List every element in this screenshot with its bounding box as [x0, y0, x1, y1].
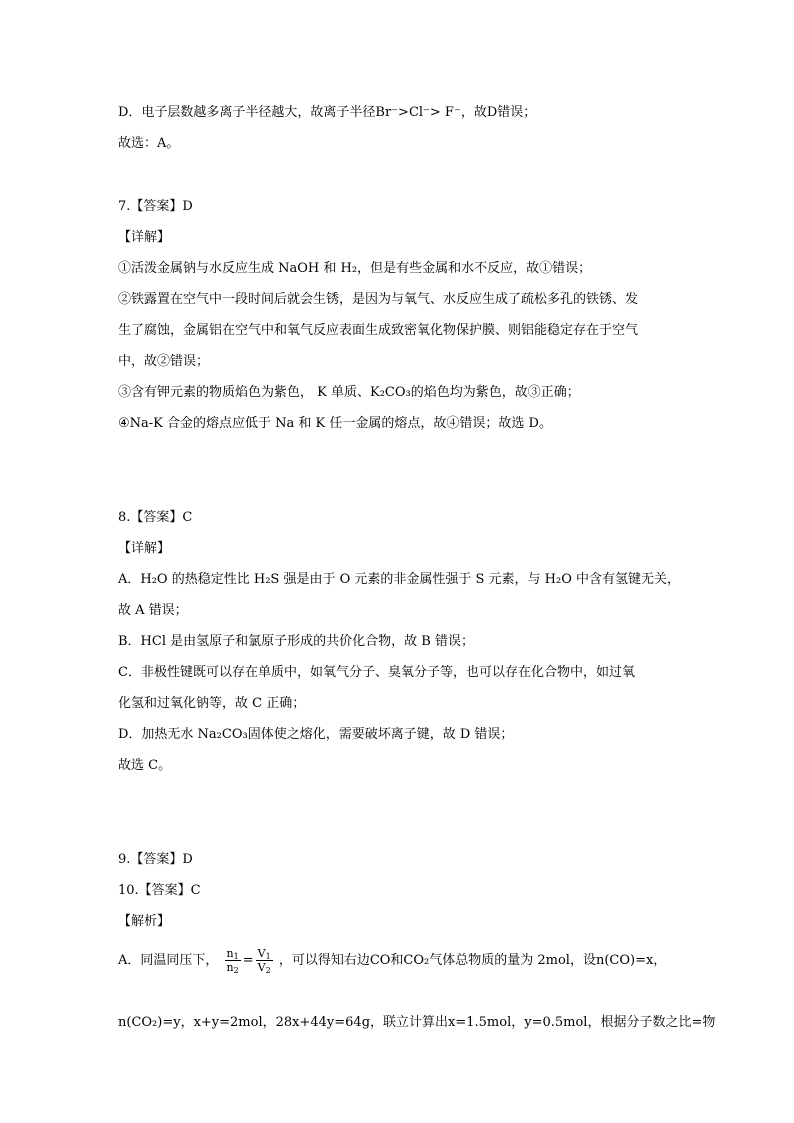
answer-heading: 10.【答案】C: [118, 883, 201, 898]
text-line: B．HCl 是由氢原子和氯原子形成的共价化合物，故 B 错误；: [118, 634, 474, 649]
text-line: ①活泼金属钠与水反应生成 NaOH 和 H₂，但是有些金属和水不反应，故①错误；: [118, 261, 592, 276]
text-line: 中，故②错误；: [118, 354, 210, 369]
section-label: 【解析】: [118, 914, 171, 929]
section-label: 【详解】: [118, 541, 171, 556]
text-line: A．H₂O 的热稳定性比 H₂S 强是由于 O 元素的非金属性强于 S 元素，与 H₂O 中含有氢键无关，: [118, 572, 681, 587]
text-line: 生了腐蚀，金属铝在空气中和氧气反应表面生成致密氧化物保护膜、则铝能稳定存在于空气: [118, 323, 639, 338]
text-line: ②铁露置在空气中一段时间后就会生锈，是因为与氧气、水反应生成了疏松多孔的铁锈、发: [118, 292, 639, 307]
text-line: ③含有钾元素的物质焰色为紫色， K 单质、K₂CO₃的焰色均为紫色，故③正确；: [118, 385, 580, 400]
text-line: D．电子层数越多离子半径越大，故离子半径Br⁻>Cl⁻> F⁻，故D错误；: [118, 105, 537, 120]
text-line: D．加热无水 Na₂CO₃固体使之熔化，需要破坏离子键，故 D 错误；: [118, 727, 514, 742]
text-line: 故 A 错误；: [118, 603, 188, 618]
section-label: 【详解】: [118, 230, 171, 245]
text-line: 化氢和过氧化钠等，故 C 正确；: [118, 696, 306, 711]
answer-heading: 7.【答案】D: [118, 199, 193, 214]
fraction-n1-n2: $\frac{n_1}{n_2}$: [226, 947, 239, 975]
text-line: 故选 C。: [118, 758, 172, 773]
text-line: 故选：A。: [118, 136, 180, 151]
text-fragment: ，可以得知右边CO和CO₂气体总物质的量为 2mol，设n(CO)=x，: [278, 953, 667, 968]
text-line: C．非极性键既可以存在单质中，如氧气分子、臭氧分子等，也可以存在化合物中，如过氧: [118, 665, 635, 680]
fraction-v1-v2: $\frac{V_1}{V_2}$: [257, 947, 271, 975]
answer-heading: 9.【答案】D: [118, 852, 193, 867]
text-fragment: A．同温同压下，: [118, 953, 219, 968]
text-line: n(CO₂)=y，x+y=2mol，28x+44y=64g，联立计算出x=1.5mol，y=0.5mol，根据分子数之比=物: [118, 1015, 716, 1030]
text-line-with-formula: A．同温同压下， $\frac{n_1}{n_2}$ = $\frac{V_1}{V_2}$ ，可以得知右边CO和CO₂气体总物质的量为 2mol，设n(CO)=x，: [118, 947, 667, 975]
answer-heading: 8.【答案】C: [118, 510, 193, 525]
text-line: ④Na-K 合金的熔点应低于 Na 和 K 任一金属的熔点，故④错误；故选 D。: [118, 416, 552, 431]
